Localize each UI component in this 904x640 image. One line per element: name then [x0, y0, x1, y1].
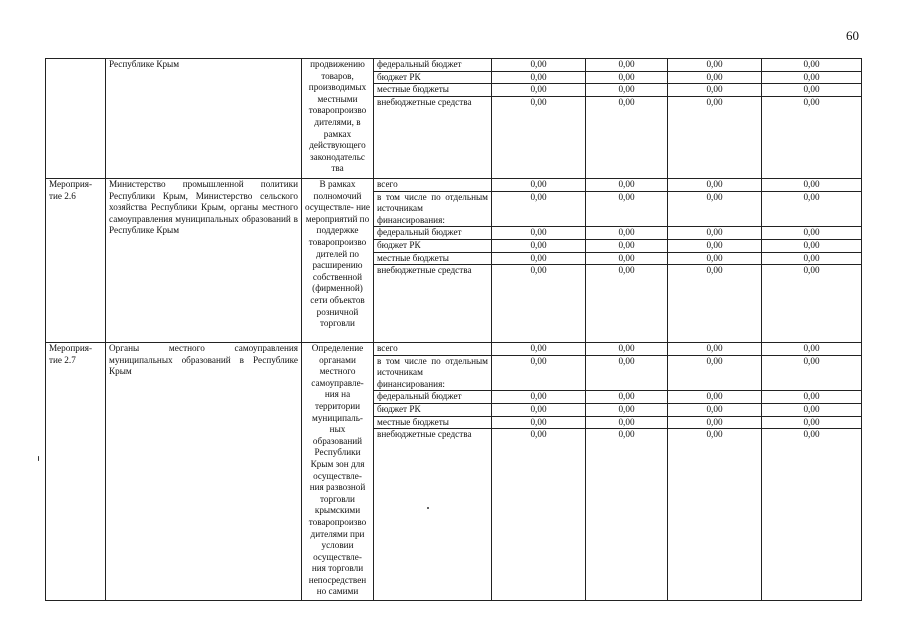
amount-value: 0,00	[492, 356, 585, 392]
amount-value: 0,00	[668, 253, 761, 266]
value-column-3	[668, 179, 762, 343]
funding-source-label: внебюджетные средства	[377, 429, 472, 440]
amount-value: 0,00	[530, 96, 547, 107]
funding-source-label: в том числе по отдельным источникам финансирования:	[374, 192, 491, 228]
page-number: 60	[846, 28, 859, 43]
amount-value: 0,00	[618, 429, 635, 440]
responsible-cell: Органы местного самоуправления муниципальных образований в Республике Крым	[106, 343, 302, 601]
amount-value: 0,00	[668, 391, 761, 404]
amount-value: 0,00	[586, 417, 667, 430]
amount-value: 0,00	[762, 179, 861, 192]
amount-value: 0,00	[668, 240, 761, 253]
funding-source-label: всего	[374, 179, 491, 192]
amount-value: 0,00	[492, 404, 585, 417]
amount-value: 0,00	[492, 240, 585, 253]
amount-value: 0,00	[668, 179, 761, 192]
amount-value: 0,00	[530, 429, 547, 440]
funding-source-label: бюджет РК	[374, 404, 491, 417]
funding-source-label: местные бюджеты	[374, 253, 491, 266]
responsible-cell: Республике Крым	[106, 59, 302, 179]
event-code-cell	[46, 59, 106, 179]
funding-source-label: федеральный бюджет	[374, 391, 491, 404]
funding-source-label: федеральный бюджет	[374, 227, 491, 240]
table-row	[46, 59, 862, 179]
amount-value: 0,00	[586, 59, 667, 72]
event-code-cell: Мероприя- тие 2.7	[46, 343, 106, 601]
amount-value: 0,00	[668, 404, 761, 417]
amount-value: 0,00	[668, 343, 761, 356]
amount-value: 0,00	[668, 417, 761, 430]
value-column-3	[668, 343, 762, 601]
description-cell: В рамках полномочий осуществле- ние мероприятий по поддержке товаропроизво дителей по расширению собственной (фирменной) сети объектов розничной торговли	[302, 179, 374, 343]
amount-value: 0,00	[492, 417, 585, 430]
amount-value: 0,00	[762, 356, 861, 392]
amount-value: 0,00	[762, 404, 861, 417]
funding-source-label: внебюджетные средства	[377, 96, 472, 107]
amount-value: 0,00	[668, 84, 761, 97]
value-column-1	[492, 343, 586, 601]
responsible-cell: Министерство промышленной политики Республики Крым, Министерство сельского хозяйства Республики Крым, органы местного самоуправления муниципальных образований в Республике Крым	[106, 179, 302, 343]
event-code-cell: Мероприя- тие 2.6	[46, 179, 106, 343]
amount-value: 0,00	[762, 391, 861, 404]
amount-value: 0,00	[492, 192, 585, 228]
amount-value: 0,00	[586, 391, 667, 404]
value-column-4	[762, 343, 862, 601]
value-column-1	[492, 179, 586, 343]
amount-value: 0,00	[586, 356, 667, 392]
amount-value: 0,00	[668, 356, 761, 392]
amount-value: 0,00	[706, 265, 723, 276]
amount-value: 0,00	[492, 72, 585, 85]
amount-value: 0,00	[586, 227, 667, 240]
amount-value: 0,00	[762, 343, 861, 356]
scan-speck	[427, 507, 429, 509]
amount-value: 0,00	[668, 192, 761, 228]
description-cell: продвижению товаров, производимых местными товаропроизво дителями, в рамках действующего законодательс тва	[302, 59, 374, 179]
funding-sources-cell	[374, 343, 492, 601]
amount-value: 0,00	[668, 59, 761, 72]
amount-value: 0,00	[586, 84, 667, 97]
amount-value: 0,00	[586, 253, 667, 266]
amount-value: 0,00	[586, 343, 667, 356]
funding-source-label: федеральный бюджет	[374, 59, 491, 72]
amount-value: 0,00	[586, 179, 667, 192]
amount-value: 0,00	[492, 227, 585, 240]
description-cell: Определение органами местного самоуправле- ния на территории муниципаль- ных образований Республики Крым зон для осуществле- ния развозной торговли крымскими товаропроизво дителями при условии осуществле- ния торговли непосредствен но самими	[302, 343, 374, 601]
amount-value: 0,00	[586, 192, 667, 228]
amount-value: 0,00	[492, 179, 585, 192]
funding-source-label: бюджет РК	[374, 72, 491, 85]
value-column-3	[668, 59, 762, 179]
amount-value: 0,00	[492, 253, 585, 266]
amount-value: 0,00	[762, 227, 861, 240]
amount-value: 0,00	[803, 265, 820, 276]
funding-source-label: всего	[374, 343, 491, 356]
scan-speck	[38, 456, 39, 461]
amount-value: 0,00	[586, 404, 667, 417]
amount-value: 0,00	[803, 429, 820, 440]
value-column-4	[762, 59, 862, 179]
amount-value: 0,00	[586, 72, 667, 85]
amount-value: 0,00	[492, 59, 585, 72]
amount-value: 0,00	[586, 240, 667, 253]
funding-source-label: в том числе по отдельным источникам финансирования:	[374, 356, 491, 392]
amount-value: 0,00	[668, 227, 761, 240]
value-column-2	[586, 343, 668, 601]
amount-value: 0,00	[762, 84, 861, 97]
amount-value: 0,00	[492, 84, 585, 97]
table-row	[46, 179, 862, 343]
funding-source-label: внебюджетные средства	[377, 265, 472, 276]
amount-value: 0,00	[762, 417, 861, 430]
amount-value: 0,00	[762, 59, 861, 72]
funding-source-label: местные бюджеты	[374, 417, 491, 430]
amount-value: 0,00	[706, 96, 723, 107]
amount-value: 0,00	[530, 265, 547, 276]
value-column-2	[586, 179, 668, 343]
amount-value: 0,00	[668, 72, 761, 85]
value-column-1	[492, 59, 586, 179]
funding-source-label: бюджет РК	[374, 240, 491, 253]
amount-value: 0,00	[762, 253, 861, 266]
amount-value: 0,00	[706, 429, 723, 440]
amount-value: 0,00	[492, 391, 585, 404]
funding-sources-cell	[374, 59, 492, 179]
budget-table	[45, 58, 862, 601]
amount-value: 0,00	[492, 343, 585, 356]
amount-value: 0,00	[803, 96, 820, 107]
table-body	[46, 59, 862, 601]
amount-value: 0,00	[762, 192, 861, 228]
amount-value: 0,00	[618, 96, 635, 107]
value-column-4	[762, 179, 862, 343]
value-column-2	[586, 59, 668, 179]
amount-value: 0,00	[762, 240, 861, 253]
amount-value: 0,00	[762, 72, 861, 85]
amount-value: 0,00	[618, 265, 635, 276]
funding-source-label: местные бюджеты	[374, 84, 491, 97]
table-row	[46, 343, 862, 601]
funding-sources-cell	[374, 179, 492, 343]
